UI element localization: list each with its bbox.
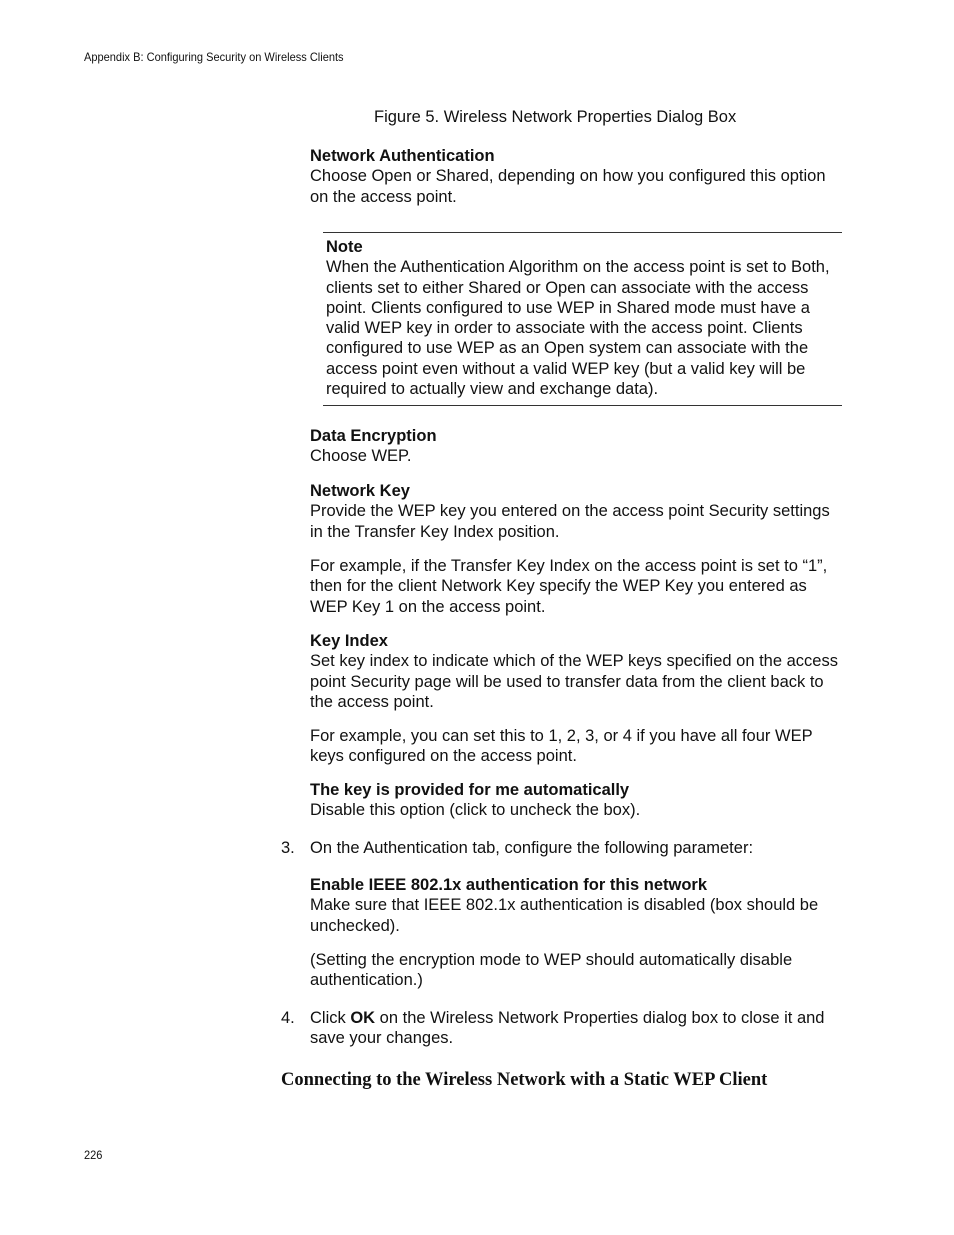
network-authentication-body: Choose Open or Shared, depending on how you configured this option on the access point. [310,167,826,206]
step-4-ok: OK [350,1009,376,1027]
network-key-body: Provide the WEP key you entered on the access point Security settings in the Transfer Key Index position. [310,502,830,541]
step-4-number: 4. [281,1009,295,1027]
step-3-text: On the Authentication tab, configure the following parameter: [310,839,754,857]
network-key-title: Network Key [310,482,410,500]
step-4-prefix: Click [310,1009,351,1027]
ieee-note: (Setting the encryption mode to WEP should automatically disable authentication.) [310,951,793,990]
network-authentication-section [310,146,842,207]
ieee-section [310,875,842,936]
data-encryption-section [310,426,842,467]
data-encryption-title: Data Encryption [310,427,437,445]
ieee-body: Make sure that IEEE 802.1x authentication is disabled (box should be unchecked). [310,896,819,935]
key-index-section [310,631,842,712]
step-3-number: 3. [281,839,295,857]
key-index-title: Key Index [310,632,388,650]
auto-key-title: The key is provided for me automatically [310,781,630,799]
network-authentication-title: Network Authentication [310,147,495,165]
note-body: When the Authentication Algorithm on the access point is set to Both, clients set to either Shared or Open can associate with the access point. Clients configured to use WEP in Shared mode must have a valid WEP key in order to associate with the access point. Clients configured to use WEP as an Open system can associate with the access point even without a valid WEP key (but a valid key will be required to actually view and exchange data). [326,258,830,399]
step-4-text [310,1008,842,1049]
note-box [323,232,842,406]
figure-caption: Figure 5. Wireless Network Properties Dialog Box [374,108,737,126]
note-title: Note [326,238,363,256]
step-4-suffix: on the Wireless Network Properties dialog box to close it and save your changes. [310,1009,825,1048]
auto-key-body: Disable this option (click to uncheck the box). [310,801,641,820]
network-key-example: For example, if the Transfer Key Index on the access point is set to “1”, then for the client Network Key specify the WEP Key you entered as WEP Key 1 on the access point. [310,557,828,616]
auto-key-section [310,780,842,821]
running-header: Appendix B: Configuring Security on Wireless Clients [84,50,344,64]
ieee-title: Enable IEEE 802.1x authentication for this network [310,876,708,894]
network-key-section [310,481,842,542]
key-index-example: For example, you can set this to 1, 2, 3, or 4 if you have all four WEP keys configured on the access point. [310,727,813,766]
section-heading: Connecting to the Wireless Network with a Static WEP Client [281,1070,768,1090]
page-number: 226 [84,1148,103,1162]
key-index-body: Set key index to indicate which of the WEP keys specified on the access point Security page will be used to transfer data from the client back to the access point. [310,652,838,711]
data-encryption-body: Choose WEP. [310,447,412,466]
